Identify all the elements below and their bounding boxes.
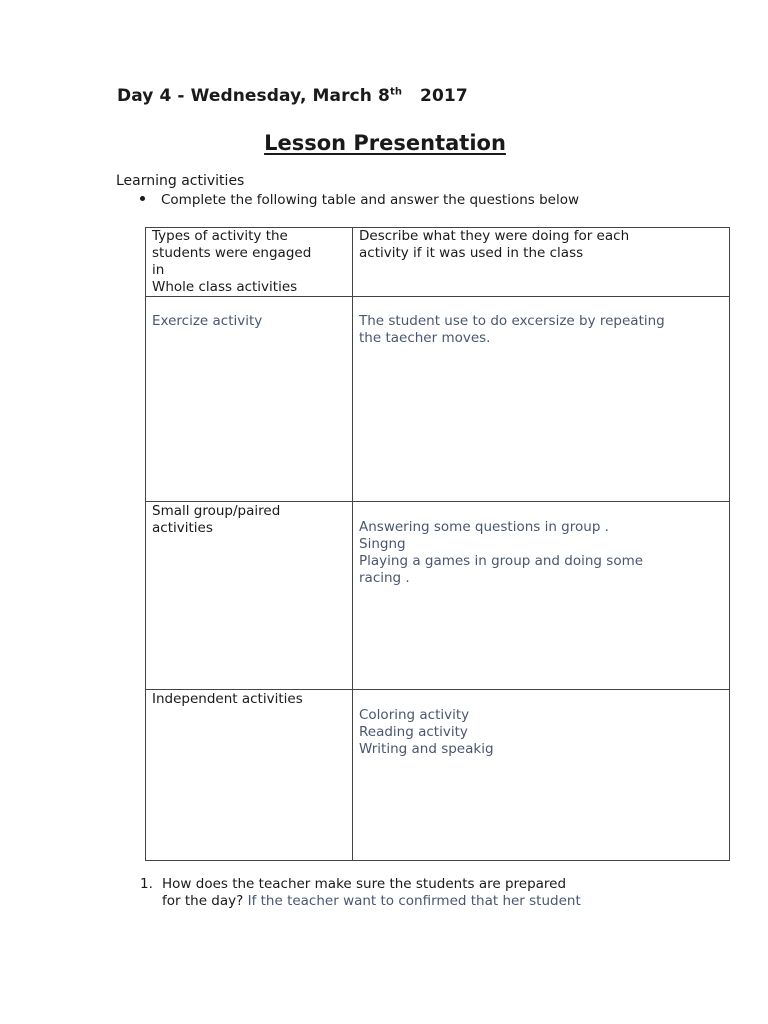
date-year: 2017: [420, 86, 468, 106]
activity-answer: The student use to do excersize by repeating the taecher moves.: [353, 297, 730, 502]
instruction-bullet: [140, 192, 579, 208]
header-description: Describe what they were doing for each activity if it was used in the class: [353, 228, 730, 297]
section-heading: Learning activities: [116, 173, 245, 189]
activity-answer: Coloring activity Reading activity Writing and speakig: [353, 690, 730, 861]
page-title: Lesson Presentation: [264, 131, 506, 155]
date-text: Day 4 - Wednesday, March 8: [117, 86, 390, 106]
activity-label: Exercize activity: [146, 297, 353, 502]
activity-label: Small group/paired activities: [146, 502, 353, 690]
question-text-cont: for the day?: [162, 893, 244, 909]
bullet-icon: [140, 196, 145, 201]
activities-table: [145, 227, 730, 861]
instruction-text: Complete the following table and answer the questions below: [161, 192, 580, 208]
header-activity-types: Types of activity the students were engaged in Whole class activities: [146, 228, 353, 297]
question-answer: If the teacher want to confirmed that her student: [247, 893, 581, 909]
activity-label: Independent activities: [146, 690, 353, 861]
activity-answer: Answering some questions in group . Singng Playing a games in group and doing some racing .: [353, 502, 730, 690]
question-number: 1.: [140, 876, 153, 892]
table-row-independent: [146, 690, 730, 861]
date-ordinal: th: [389, 86, 403, 98]
question-1: [140, 876, 581, 910]
question-text: How does the teacher make sure the students are prepared: [162, 876, 567, 892]
table-row-exercise: [146, 297, 730, 502]
document-date: [117, 86, 468, 106]
table-row-small-group: [146, 502, 730, 690]
table-header-row: [146, 228, 730, 297]
